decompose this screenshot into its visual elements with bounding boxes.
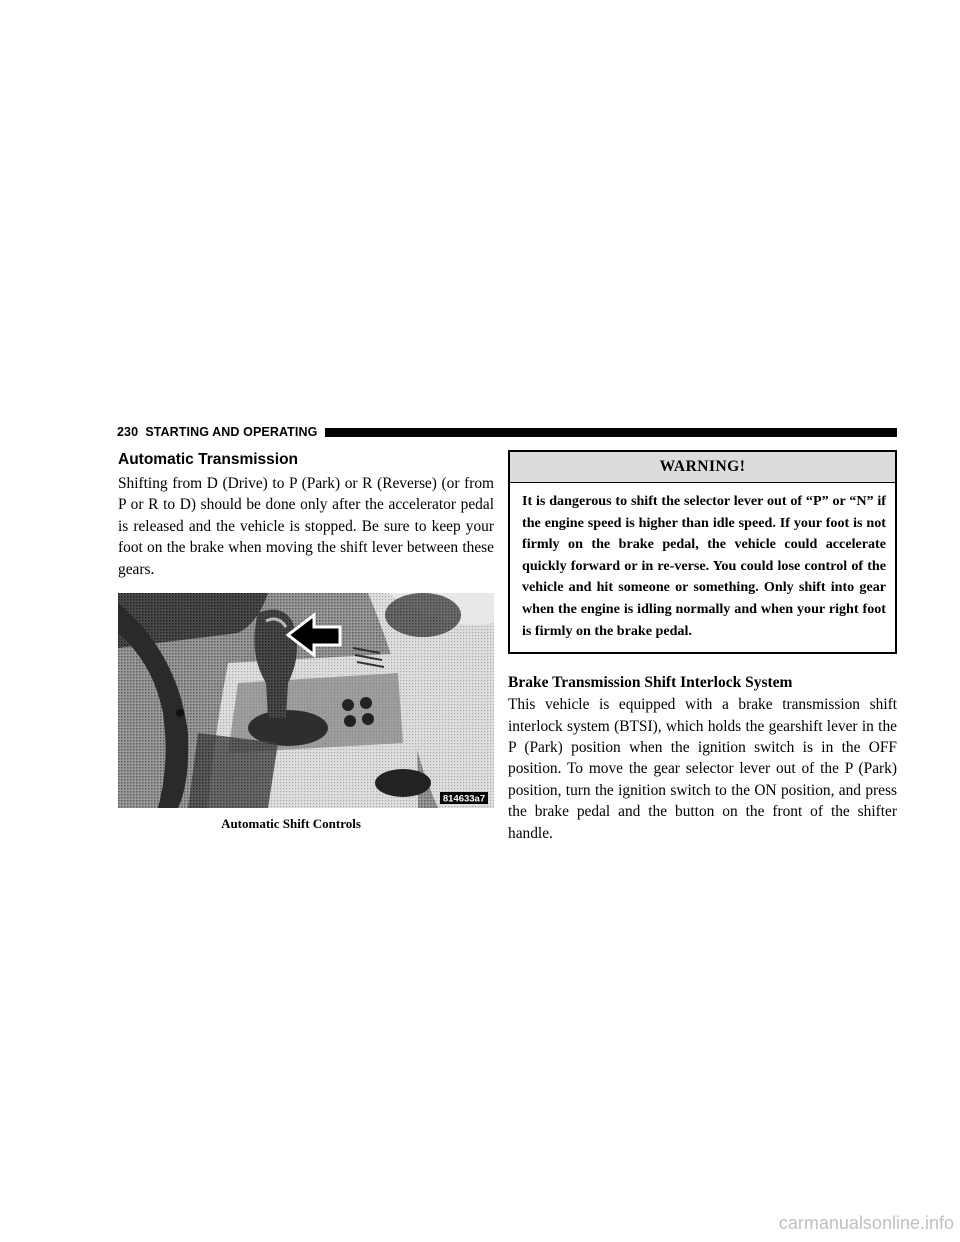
watermark [0,1213,960,1234]
subsection-heading: Brake Transmission Shift Interlock System [508,674,793,692]
warning-text: It is dangerous to shift the selector lever out of “P” or “N” if the engine speed is higher than idle speed. If your foot is not firmly on the brake pedal, the vehicle could accelerate quickly forward or in re-verse. You could lose control of the vehicle and hit someone or something. Only shift into gear when the engine is idling normally and when your right foot is firmly on the brake pedal. [522,493,886,639]
page-header [117,421,897,443]
intro-paragraph: Shifting from D (Drive) to P (Park) or R (Reverse) (or from P or R to D) should be done only after the accelerator pedal is released and the vehicle is stopped. Be sure to keep your foot on the brake when moving the shift lever between these gears. [118,475,494,578]
figure-caption: Automatic Shift Controls [221,816,361,832]
header-rule [325,428,897,437]
shift-controls-figure [118,593,494,832]
btsi-paragraph: This vehicle is equipped with a brake transmission shift interlock system (BTSI), which holds the gearshift lever in the P (Park) position when the ignition switch is in the OFF position. To move the gear selector lever out of the P (Park) position, turn the ignition switch to the ON position, and press the brake pedal and the button on the front of the shifter handle. [508,696,897,842]
watermark-text: carmanualsonline.info [778,1213,954,1233]
section-title: STARTING AND OPERATING [145,425,318,439]
warning-title: WARNING! [510,452,895,483]
right-column [508,450,897,844]
left-column [118,450,494,832]
figure-code: 814633a7 [442,793,486,805]
header-text [117,425,317,439]
shift-controls-illustration [118,593,494,808]
section-heading: Automatic Transmission [118,451,299,468]
warning-box [508,450,897,654]
page-number: 230 [117,425,139,439]
